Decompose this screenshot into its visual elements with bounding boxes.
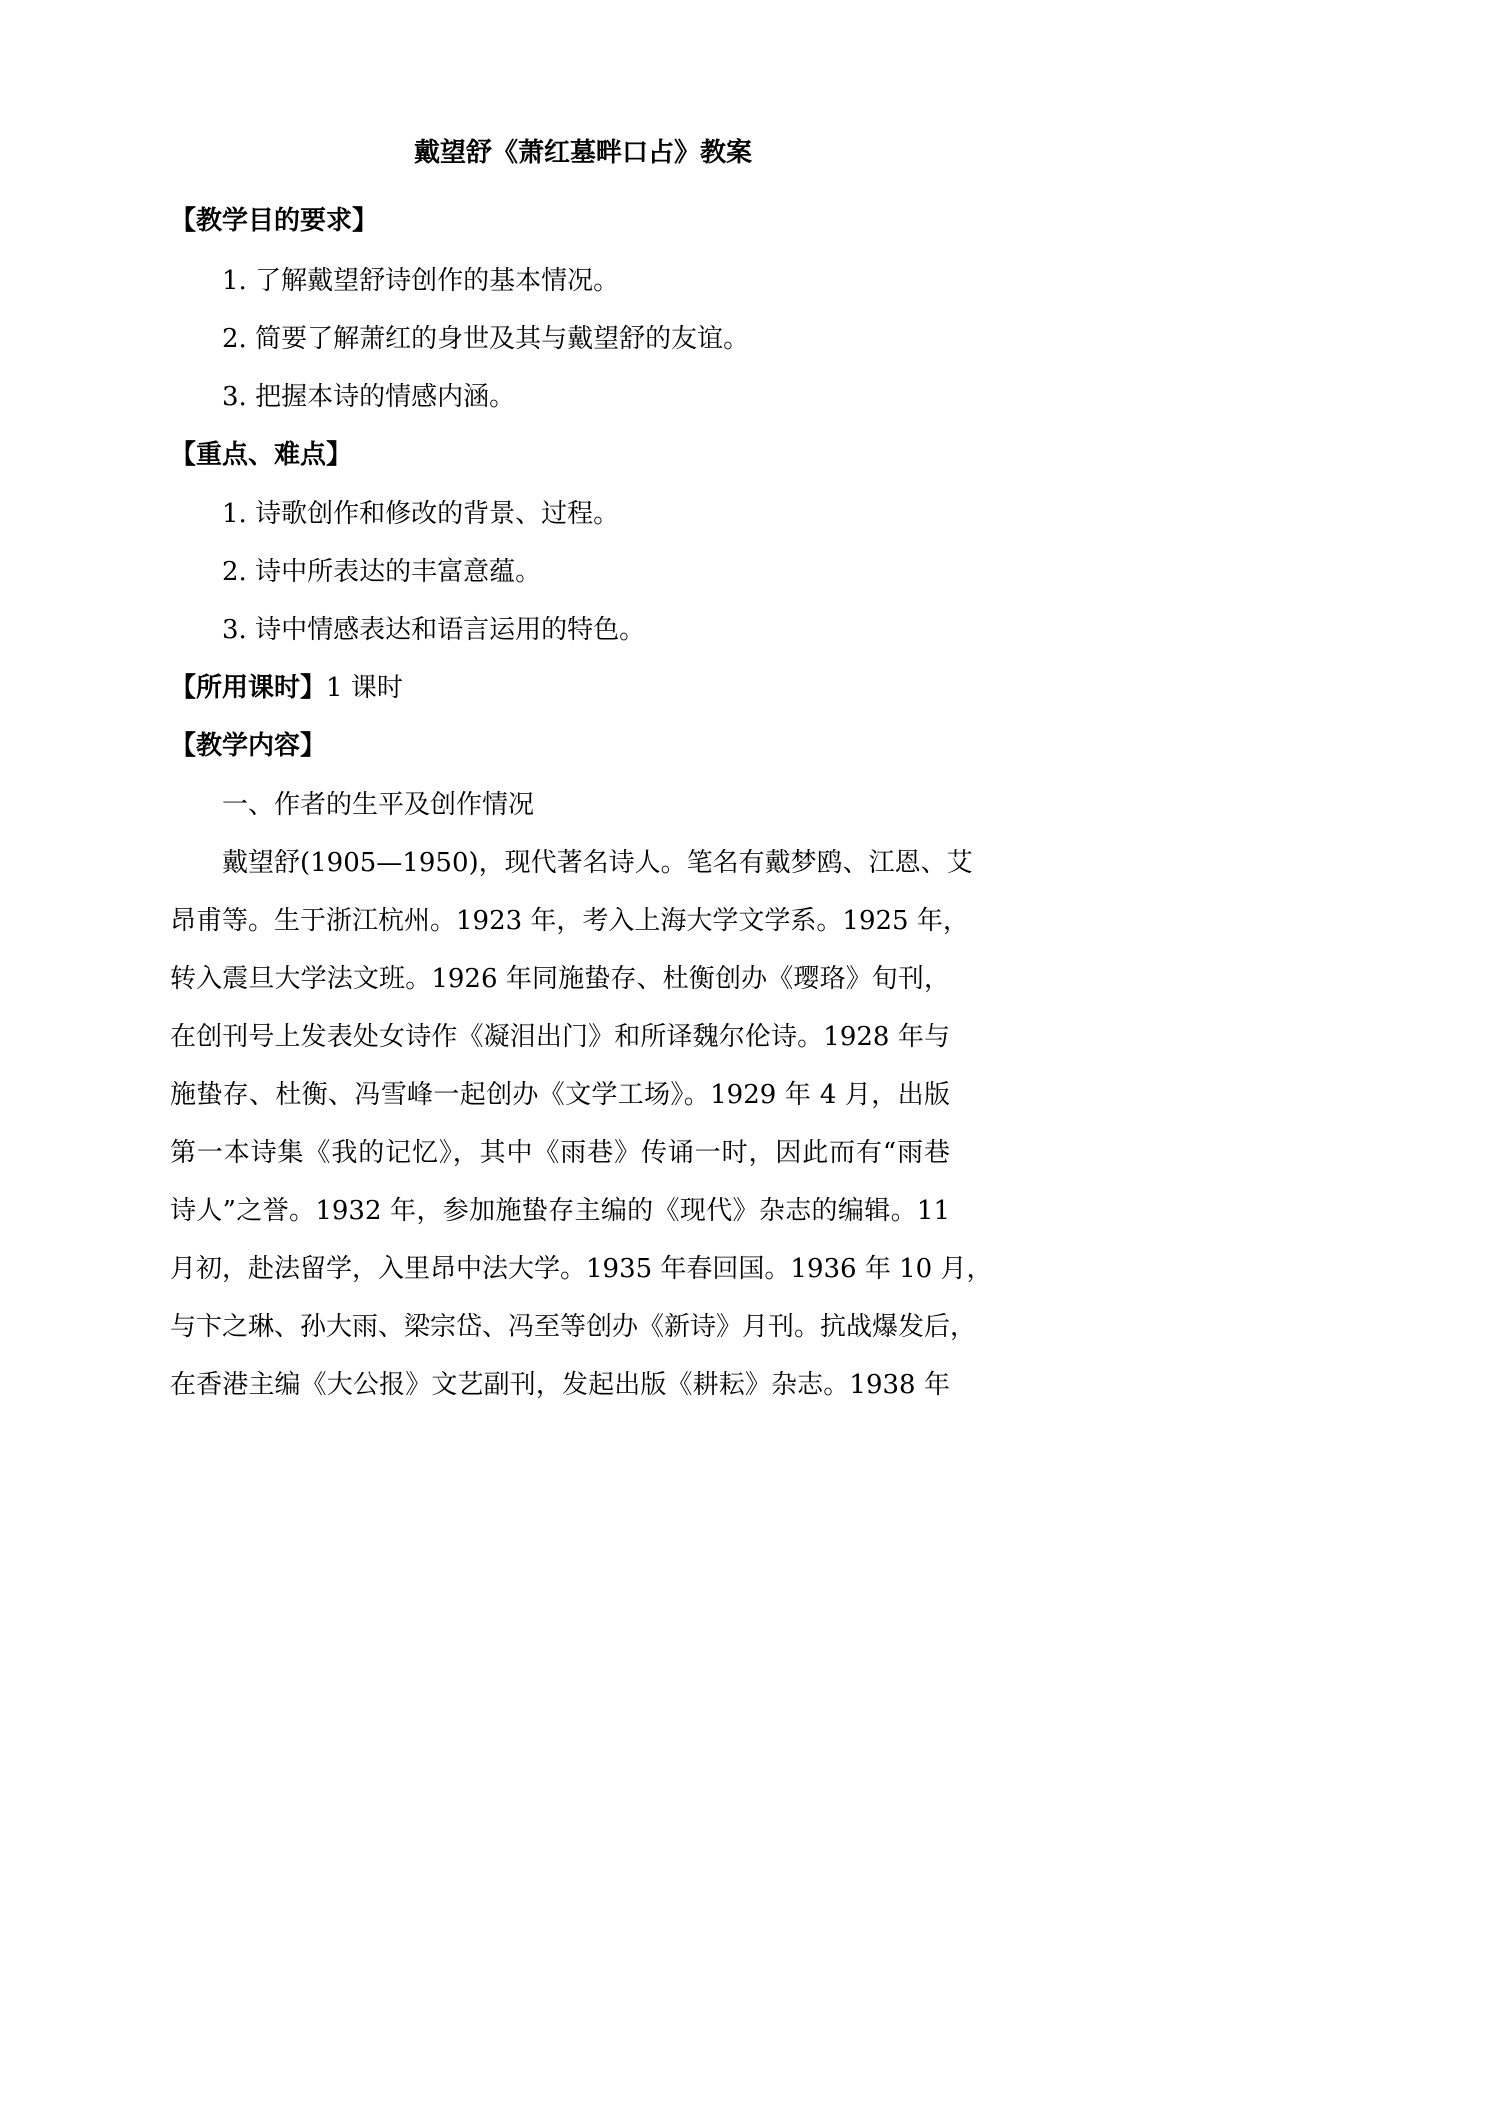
paragraph-line: 昂甫等。生于浙江杭州。1923 年，考入上海大学文学系。1925 年， [170, 906, 969, 936]
objective-item: 1. 了解戴望舒诗创作的基本情况。 [222, 266, 620, 296]
paragraph-line: 戴望舒(1905—1950)，现代著名诗人。笔名有戴梦鸥、江恩、艾 [222, 848, 973, 878]
paragraph-line: 诗人”之誉。1932 年，参加施蛰存主编的《现代》杂志的编辑。11 [170, 1196, 950, 1226]
key-point-item: 1. 诗歌创作和修改的背景、过程。 [222, 499, 620, 529]
class-hours-value: 1 课时 [326, 673, 403, 703]
key-point-item: 2. 诗中所表达的丰富意蕴。 [222, 557, 542, 587]
section-heading-class-hours: 【所用课时】 [170, 673, 327, 703]
objective-item: 3. 把握本诗的情感内涵。 [222, 382, 516, 412]
paragraph-line: 转入震旦大学法文班。1926 年同施蛰存、杜衡创办《璎珞》旬刊， [170, 964, 950, 994]
section-heading-objectives: 【教学目的要求】 [170, 206, 379, 236]
content-subheading: 一、作者的生平及创作情况 [222, 790, 535, 820]
objective-item: 2. 简要了解萧红的身世及其与戴望舒的友谊。 [222, 324, 750, 354]
paragraph-line: 在创刊号上发表处女诗作《凝泪出门》和所译魏尔伦诗。1928 年与 [170, 1022, 950, 1052]
document-title: 戴望舒《萧红墓畔口占》教案 [413, 138, 752, 168]
paragraph-line: 施蛰存、杜衡、冯雪峰一起创办《文学工场》。1929 年 4 月，出版 [170, 1080, 950, 1110]
key-point-item: 3. 诗中情感表达和语言运用的特色。 [222, 615, 646, 645]
paragraph-line: 与卞之琳、孙大雨、梁宗岱、冯至等创办《新诗》月刊。抗战爆发后， [170, 1312, 977, 1342]
paragraph-line: 月初，赴法留学，入里昂中法大学。1935 年春回国。1936 年 10 月， [170, 1254, 993, 1284]
paragraph-line: 第一本诗集《我的记忆》，其中《雨巷》传诵一时，因此而有“雨巷 [170, 1138, 950, 1168]
section-heading-content: 【教学内容】 [170, 731, 327, 761]
paragraph-line: 在香港主编《大公报》文艺副刊，发起出版《耕耘》杂志。1938 年 [170, 1370, 950, 1400]
section-heading-key-points: 【重点、难点】 [170, 440, 353, 470]
class-hours-line [170, 675, 950, 701]
